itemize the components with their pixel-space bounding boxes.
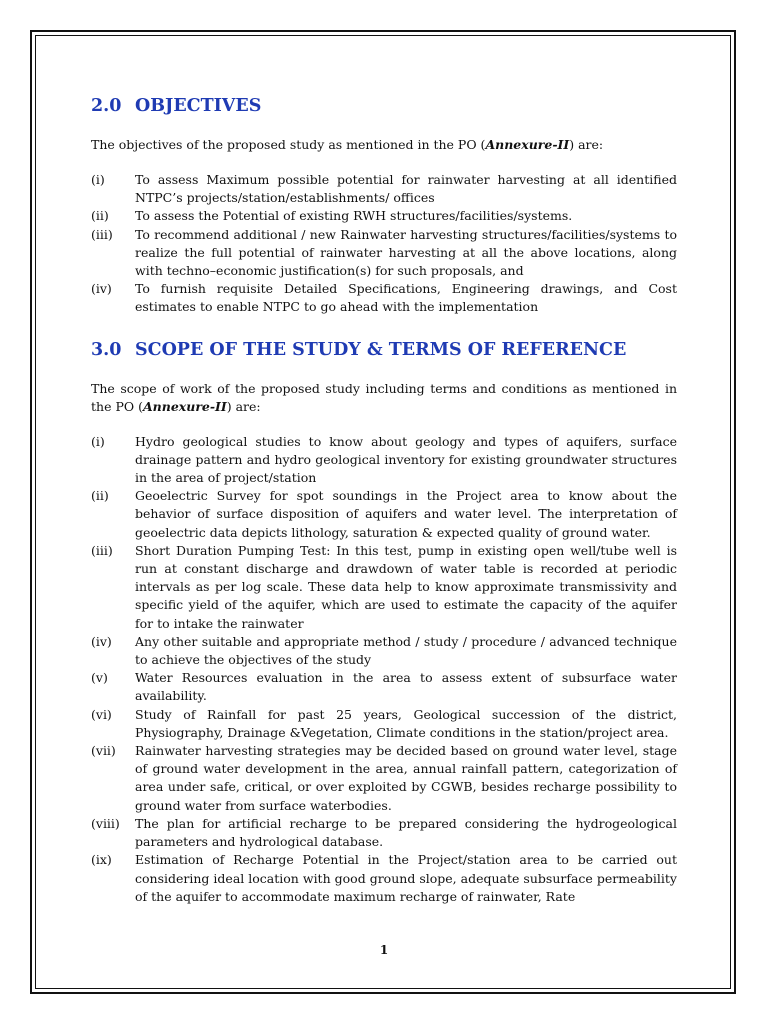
- item-text: Rainwater harvesting strategies may be decided based on ground water level, stage of ground water development in the area, annual rainfall pattern, categorization of area under safe, critical, or over exploited by CGWB, besides recharge possibility to ground water from surface waterbodies.: [135, 743, 677, 813]
- item-numeral: (ix): [91, 852, 112, 868]
- list-item: [91, 171, 677, 207]
- item-text: Any other suitable and appropriate method / study / procedure / advanced technique to achieve the objectives of the study: [135, 633, 677, 668]
- list-item: [91, 207, 677, 225]
- item-text: Geoelectric Survey for spot soundings in the Project area to know about the behavior of surface disposition of aquifers and water level. The interpretation of geoelectric data depicts lithology, saturation & expected quality of ground water.: [135, 488, 677, 540]
- list-item: [91, 280, 677, 316]
- item-numeral: (viii): [91, 815, 120, 831]
- item-numeral: (i): [91, 172, 105, 187]
- page-number: 1: [379, 943, 389, 957]
- item-text: Hydro geological studies to know about geology and types of aquifers, surface drainage pattern and hydro geological inventory for existing groundwater structures in the area of project/station: [135, 433, 677, 486]
- annexure-reference: Annexure-II: [485, 137, 570, 152]
- item-text: To assess Maximum possible potential for rainwater harvesting at all identified NTPC’s projects/station/establishments/ offices: [135, 172, 677, 206]
- item-text: Estimation of Recharge Potential in the Project/station area to be carried out considering ideal location with good ground slope, adequate subsurface permeability of the aquifer to accommodate maximum recharge of rainwater, Rate: [135, 852, 677, 904]
- item-numeral: (ii): [91, 208, 109, 224]
- list-item: [91, 742, 677, 815]
- list-item: [91, 487, 677, 542]
- list-item: [91, 226, 677, 281]
- list-item: [91, 633, 677, 669]
- list-item: [91, 815, 677, 851]
- item-numeral: (vi): [91, 706, 112, 722]
- item-numeral: (iv): [91, 281, 112, 297]
- scope-list: [91, 433, 677, 906]
- section-heading-objectives: [91, 93, 677, 119]
- item-text: Water Resources evaluation in the area to assess extent of subsurface water availability.: [135, 670, 677, 704]
- item-text: To assess the Potential of existing RWH structures/facilities/systems.: [135, 208, 573, 224]
- item-numeral: (v): [91, 670, 108, 686]
- item-numeral: (iii): [91, 542, 113, 558]
- item-numeral: (i): [91, 433, 105, 449]
- item-numeral: (vii): [91, 743, 116, 759]
- list-item: [91, 706, 677, 742]
- scope-intro: The scope of work of the proposed study including terms and conditions as mentioned in the PO (Annexure-II) are:: [91, 380, 677, 414]
- item-numeral: (iii): [91, 226, 113, 242]
- item-text: To furnish requisite Detailed Specifications, Engineering drawings, and Cost estimates to enable NTPC to go ahead with the implementation: [135, 281, 677, 315]
- section-number: 3.0: [91, 339, 122, 360]
- item-text: To recommend additional / new Rainwater harvesting structures/facilities/systems to realize the full potential of rainwater harvesting at all the above locations, along with techno–economic justification(s) for such proposals, and: [135, 226, 677, 279]
- list-item: [91, 542, 677, 633]
- document-body: [91, 93, 677, 906]
- item-text: The plan for artificial recharge to be prepared considering the hydrogeological parameters and hydrological database.: [135, 815, 677, 850]
- list-item: [91, 851, 677, 906]
- annexure-reference: Annexure-II: [142, 398, 227, 414]
- section-title: SCOPE OF THE STUDY & TERMS OF REFERENCE: [135, 339, 627, 360]
- item-numeral: (iv): [91, 633, 112, 649]
- list-item: [91, 669, 677, 705]
- item-text: Study of Rainfall for past 25 years, Geological succession of the district, Physiography, Drainage &Vegetation, Climate conditions in the station/project area.: [135, 706, 677, 740]
- item-numeral: (ii): [91, 488, 109, 504]
- objectives-intro: The objectives of the proposed study as mentioned in the PO (Annexure-II) are:: [91, 137, 604, 152]
- list-item: [91, 433, 677, 488]
- item-text: Short Duration Pumping Test: In this test, pump in existing open well/tube well is run at constant discharge and drawdown of water table is recorded at periodic intervals as per log scale. These data help to know approximate transmissivity and specific yield of the aquifer, which are used to estimate the capacity of the aquifer for to intake the rainwater: [135, 542, 677, 631]
- objectives-list: [91, 171, 677, 317]
- section-heading-scope: [91, 337, 677, 363]
- section-number: 2.0: [91, 96, 122, 116]
- section-title: OBJECTIVES: [135, 96, 262, 116]
